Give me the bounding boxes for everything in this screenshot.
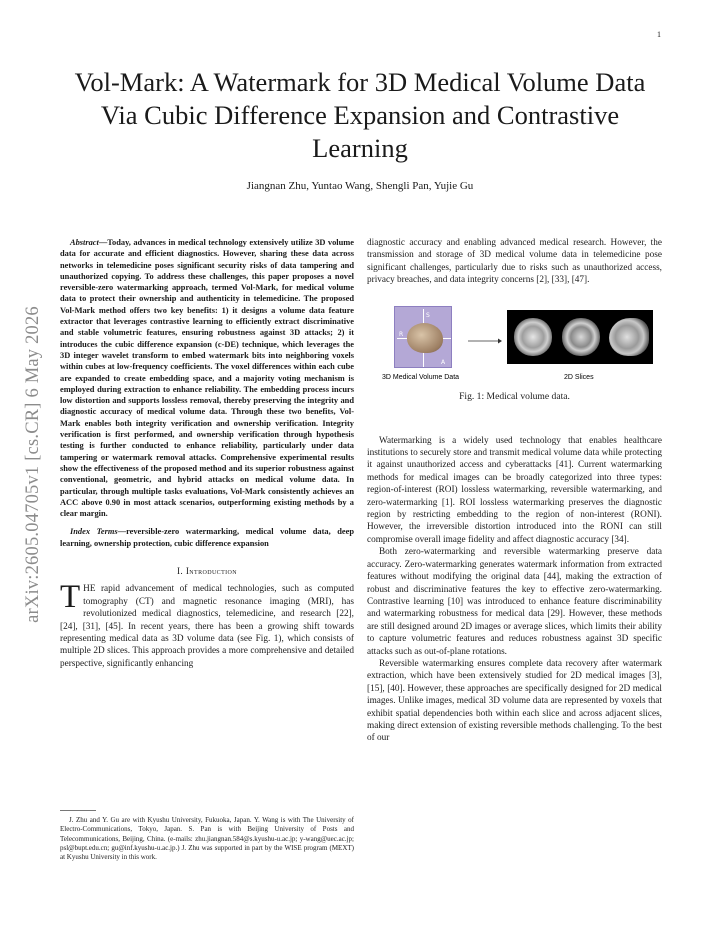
body-paragraph: Watermarking is a widely used technology that enables healthcare institutions to securely store and transmit medical volume data while protecting it against unauthorized access and cyberattacks [41]. Current watermarking methods for medical images can be broadly categorized into three types: region-of-interest (ROI) lossless watermarking, reversible watermarking, and zero-watermarking [1]. ROI lossless watermarking preserves the diagnostic region by restricting embedding to the region of non-interest (RONI). However, the irreversible distortion introduced into the RONI can still compromise overall image fidelity and affect diagnostic accuracy [34].: [367, 435, 662, 545]
index-terms-text: —reversible-zero watermarking, medical volume data, deep learning, ownership protection, cubic difference expansion: [60, 527, 355, 548]
slices-image: [507, 310, 653, 364]
drop-cap: T: [60, 579, 81, 616]
arxiv-identifier: [14, 249, 52, 679]
intro-first-word: HE: [83, 584, 96, 595]
body-paragraph: Reversible watermarking ensures complete data recovery after watermark extraction, which have been extensively studied for 2D medical images [3], [15], [40]. However, these approaches are specifically designed for 2D medical images. Unlike images, medical 3D volume data are represented by voxels that exhibit spatial dependencies both within each slice and across adjacent slices, making direct extension of existing reversible methods challenging. To the best of our: [367, 658, 662, 744]
continued-paragraph: diagnostic accuracy and enabling advanced medical research. However, the transmission and storage of 3D medical volume data in telemedicine pose significant challenges, particularly due to risks such as unauthorized access, privacy breaches, and data integrity concerns [2], [33], [47].: [367, 238, 662, 286]
right-arrow-icon: [468, 337, 502, 345]
figure-label-volume: 3D Medical Volume Data: [382, 373, 460, 381]
intro-paragraph: [60, 579, 354, 670]
footnote-text: J. Zhu and Y. Gu are with Kyushu University, Fukuoka, Japan. Y. Wang is with The University of Electro-Communications, Tokyo, Japan. S. Pan is with Beijing University of Posts and Telecommunications, Beijing, China. (e-mails: zhu.jiangnan.584@s.kyushu-u.ac.jp; y-wang@uec.ac.jp; psl@bupt.edu.cn; gu@inf.kyushu-u.ac.jp.) J. Zhu was supported in part by the WISE program (MEXT) at Kyushu University in this work.: [60, 816, 354, 862]
abstract-text: —Today, advances in medical technology extensively utilize 3D volume data for accurate and efficient diagnostics. However, sharing these data across networks in telemedicine poses significant security risks of data tampering and unauthorized copying. To address these challenges, this paper proposes a novel reversible-zero watermarking approach, termed Vol-Mark, for medical volume data to protect their ownership and authenticity in telemedicine. The proposed Vol-Mark method offers two key benefits: 1) it designs a volume data feature extractor that leverages contrastive learning to efficiently extract discriminative and stable volumetric features, ensuring robustness against 3D attacks; 2) it introduces the cubic difference expansion (c-DE) technique, which leverages the 3D integer wavelet transform to embed watermark bits into neighboring voxels within cubes at low-frequency coefficients. The voxel differences within each cube are expanded to create embedding space, and a majority voting mechanism is employed during extraction to enhance reliability. The embedding process incurs low distortion and supports lossless removal, thereby preserving the integrity and diagnostic accuracy of medical volume data. Through these two benefits, Vol-Mark enables both integrity verification and ownership verification. Integrity verification is first performed, and ownership verification through hypothesis testing is further conducted to enhance reliability, particularly under data tampering or watermark removal attacks. Comprehensive experimental results show the effectiveness of the proposed method and its superior robustness against conventional, geometric, and hybrid attacks on medical volume data. In particular, through multiple tasks evaluations, Vol-Mark consistently achieves an ACC above 0.90 in most attack scenarios, outperforming existing methods by a clear margin.: [60, 238, 354, 519]
index-terms: [60, 526, 354, 549]
author-footnote: [60, 816, 354, 862]
figure-1: [367, 297, 662, 415]
volume-render-image: [394, 306, 452, 368]
page-number: 1: [657, 30, 661, 39]
figure-caption: Fig. 1: Medical volume data.: [459, 390, 570, 402]
abstract-label: Abstract: [70, 238, 99, 247]
left-column: [60, 237, 354, 670]
volume-orientation-tag: S: [426, 311, 430, 319]
section-heading-introduction: I. Introduction: [176, 566, 238, 577]
intro-text: rapid advancement of medical technologies, such as computed tomography (CT) and magnetic resonance imaging (MRI), has revolutionized medical diagnostics, telemedicine, and research [22], [24], [31], [45]. In recent years, there has been a growing shift towards representing medical data as 3D volume data (see Fig. 1), which consists of multiple 2D slices. This approach provides a more comprehensive and detailed perspective, significantly enhancing: [60, 584, 354, 669]
abstract: [60, 237, 354, 519]
brain-slice-coronal: [562, 318, 600, 356]
brain-volume-icon: [407, 323, 443, 353]
brain-slice-sagittal: [609, 318, 649, 356]
index-terms-label: Index Terms: [70, 527, 118, 537]
author-list: Jiangnan Zhu, Yuntao Wang, Shengli Pan, Yujie Gu: [246, 180, 474, 192]
right-column: [367, 237, 662, 745]
footnote-rule: [60, 810, 96, 811]
arxiv-identifier-text: arXiv:2605.04705v1 [cs.CR] 6 May 2026: [22, 305, 43, 623]
figure-label-slices: 2D Slices: [564, 373, 594, 381]
volume-orientation-tag: R: [399, 330, 404, 338]
paper-title: Vol-Mark: A Watermark for 3D Medical Volume Data Via Cubic Difference Expansion and Contrastive Learning: [74, 67, 646, 163]
body-paragraph: Both zero-watermarking and reversible watermarking preserve data accuracy. Zero-watermarking generates watermark information from extracted features without modifying the original data [44], making the extraction of robust and discriminative features the key to effective zero-watermarking. Contrastive learning [10] was introduced to enhance feature discriminability and watermarking robustness for medical data [29]. However, these methods are still designed around 2D images or average slices, which limits their ability to capture volumetric features and reduces robustness against 3D specific attacks such as out-of-plane rotations.: [367, 547, 662, 657]
volume-orientation-tag: A: [441, 358, 446, 366]
brain-slice-axial: [514, 318, 552, 356]
